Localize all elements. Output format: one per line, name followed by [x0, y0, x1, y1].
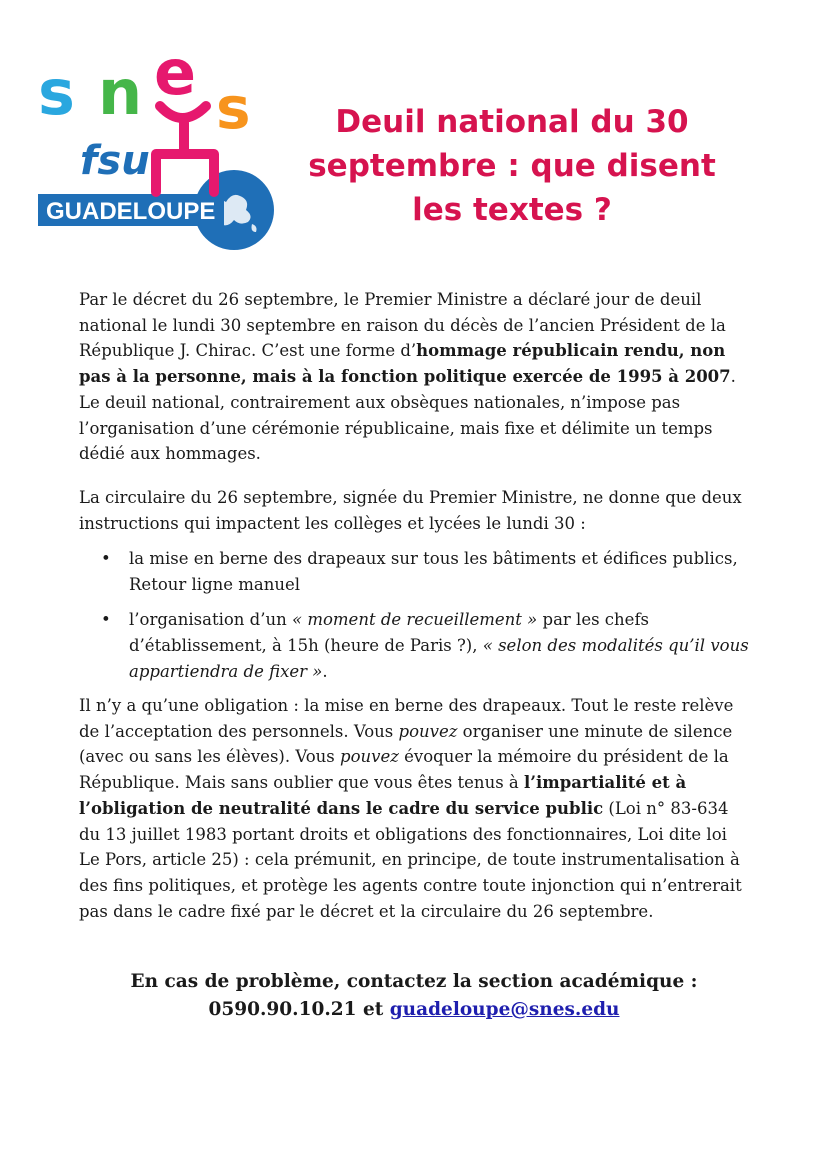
bullet-1-text: la mise en berne des drapeaux sur tous les bâtiments et édifices publics, Retour ligne manuel	[129, 549, 738, 594]
p1-text-2: . Le deuil national, contrairement aux obsèques nationales, n’impose pas l’organisation d’une cérémonie républicaine, mais fixe et délimite un temps dédié aux hommages.	[79, 367, 736, 464]
figure-body	[156, 106, 214, 192]
list-item	[79, 607, 749, 684]
bullet-2-text-3: .	[322, 661, 328, 681]
paragraph-decree	[79, 287, 749, 467]
page-title: Deuil national du 30 septembre : que disent les textes ?	[308, 104, 716, 228]
logo-letter-n: n	[98, 56, 143, 129]
logo-letter-e: e	[154, 46, 197, 109]
p3-text-2: organiser une minute de silence (avec ou sans les élèves). Vous	[79, 721, 733, 767]
contact-email-link[interactable]: guadeloupe@snes.edu	[389, 999, 620, 1020]
p1-bold: hommage républicain rendu, non pas à la personne, mais à la fonction politique exercée de 1995 à 2007	[79, 341, 731, 387]
bullet-icon: •	[101, 610, 111, 630]
p3-bold: l’impartialité et à l’obligation de neutralité dans le cadre du service public	[79, 773, 687, 818]
logo-fsu: fsu	[80, 138, 150, 184]
bullet-2-text-2: par les chefs d’établissement, à 15h (heure de Paris ?),	[129, 610, 650, 656]
logo-letter-s1: s	[38, 56, 75, 129]
p3-italic-2: pouvez	[340, 747, 399, 767]
p3-italic-1: pouvez	[398, 721, 458, 741]
bullet-icon: •	[101, 549, 111, 568]
contact-line: En cas de problème, contactez la section académique :	[130, 971, 698, 992]
banner-text: GUADELOUPE	[46, 198, 216, 225]
paragraph-obligation	[79, 693, 749, 924]
list-item	[79, 546, 749, 597]
instructions-list	[79, 546, 749, 695]
p3-text-4: (Loi n° 83-634 du 13 juillet 1983 portant droits et obligations des fonctionnaires, Loi dite loi Le Pors, article 25) : cela prémunit, en principe, de toute instrumentalisation à des fins politiques, et protège les agents contre toute injonction qui n’entrerait pas dans le cadre fixé par le décret et la circulaire du 26 septembre.	[79, 798, 742, 921]
bullet-2-italic-2: « selon des modalités qu’il vous appartiendra de fixer »	[129, 636, 749, 681]
bullet-2-italic-1: « moment de recueillement »	[291, 610, 538, 630]
bullet-2-text-1: l’organisation d’un	[129, 610, 292, 630]
contact-phone: 0590.90.10.21	[208, 999, 357, 1020]
p3-text-3: évoquer la mémoire du président de la République. Mais sans oublier que vous êtes tenus à	[79, 747, 729, 793]
snes-fsu-guadeloupe-logo	[38, 46, 278, 252]
p1-text-1: Par le décret du 26 septembre, le Premier Ministre a déclaré jour de deuil national le lundi 30 septembre en raison du décès de l’ancien Président de la République J. Chirac. C’est une forme d’	[79, 290, 726, 361]
contact-block	[79, 968, 749, 1024]
logo-letter-s2: s	[216, 74, 251, 142]
p3-text-1: Il n’y a qu’une obligation : la mise en berne des drapeaux. Tout le reste relève de l’acceptation des personnels. Vous	[79, 696, 734, 741]
paragraph-circular: La circulaire du 26 septembre, signée du Premier Ministre, ne donne que deux instructions qui impactent les collèges et lycées le lundi 30 :	[79, 488, 742, 533]
contact-and: et	[356, 999, 390, 1020]
